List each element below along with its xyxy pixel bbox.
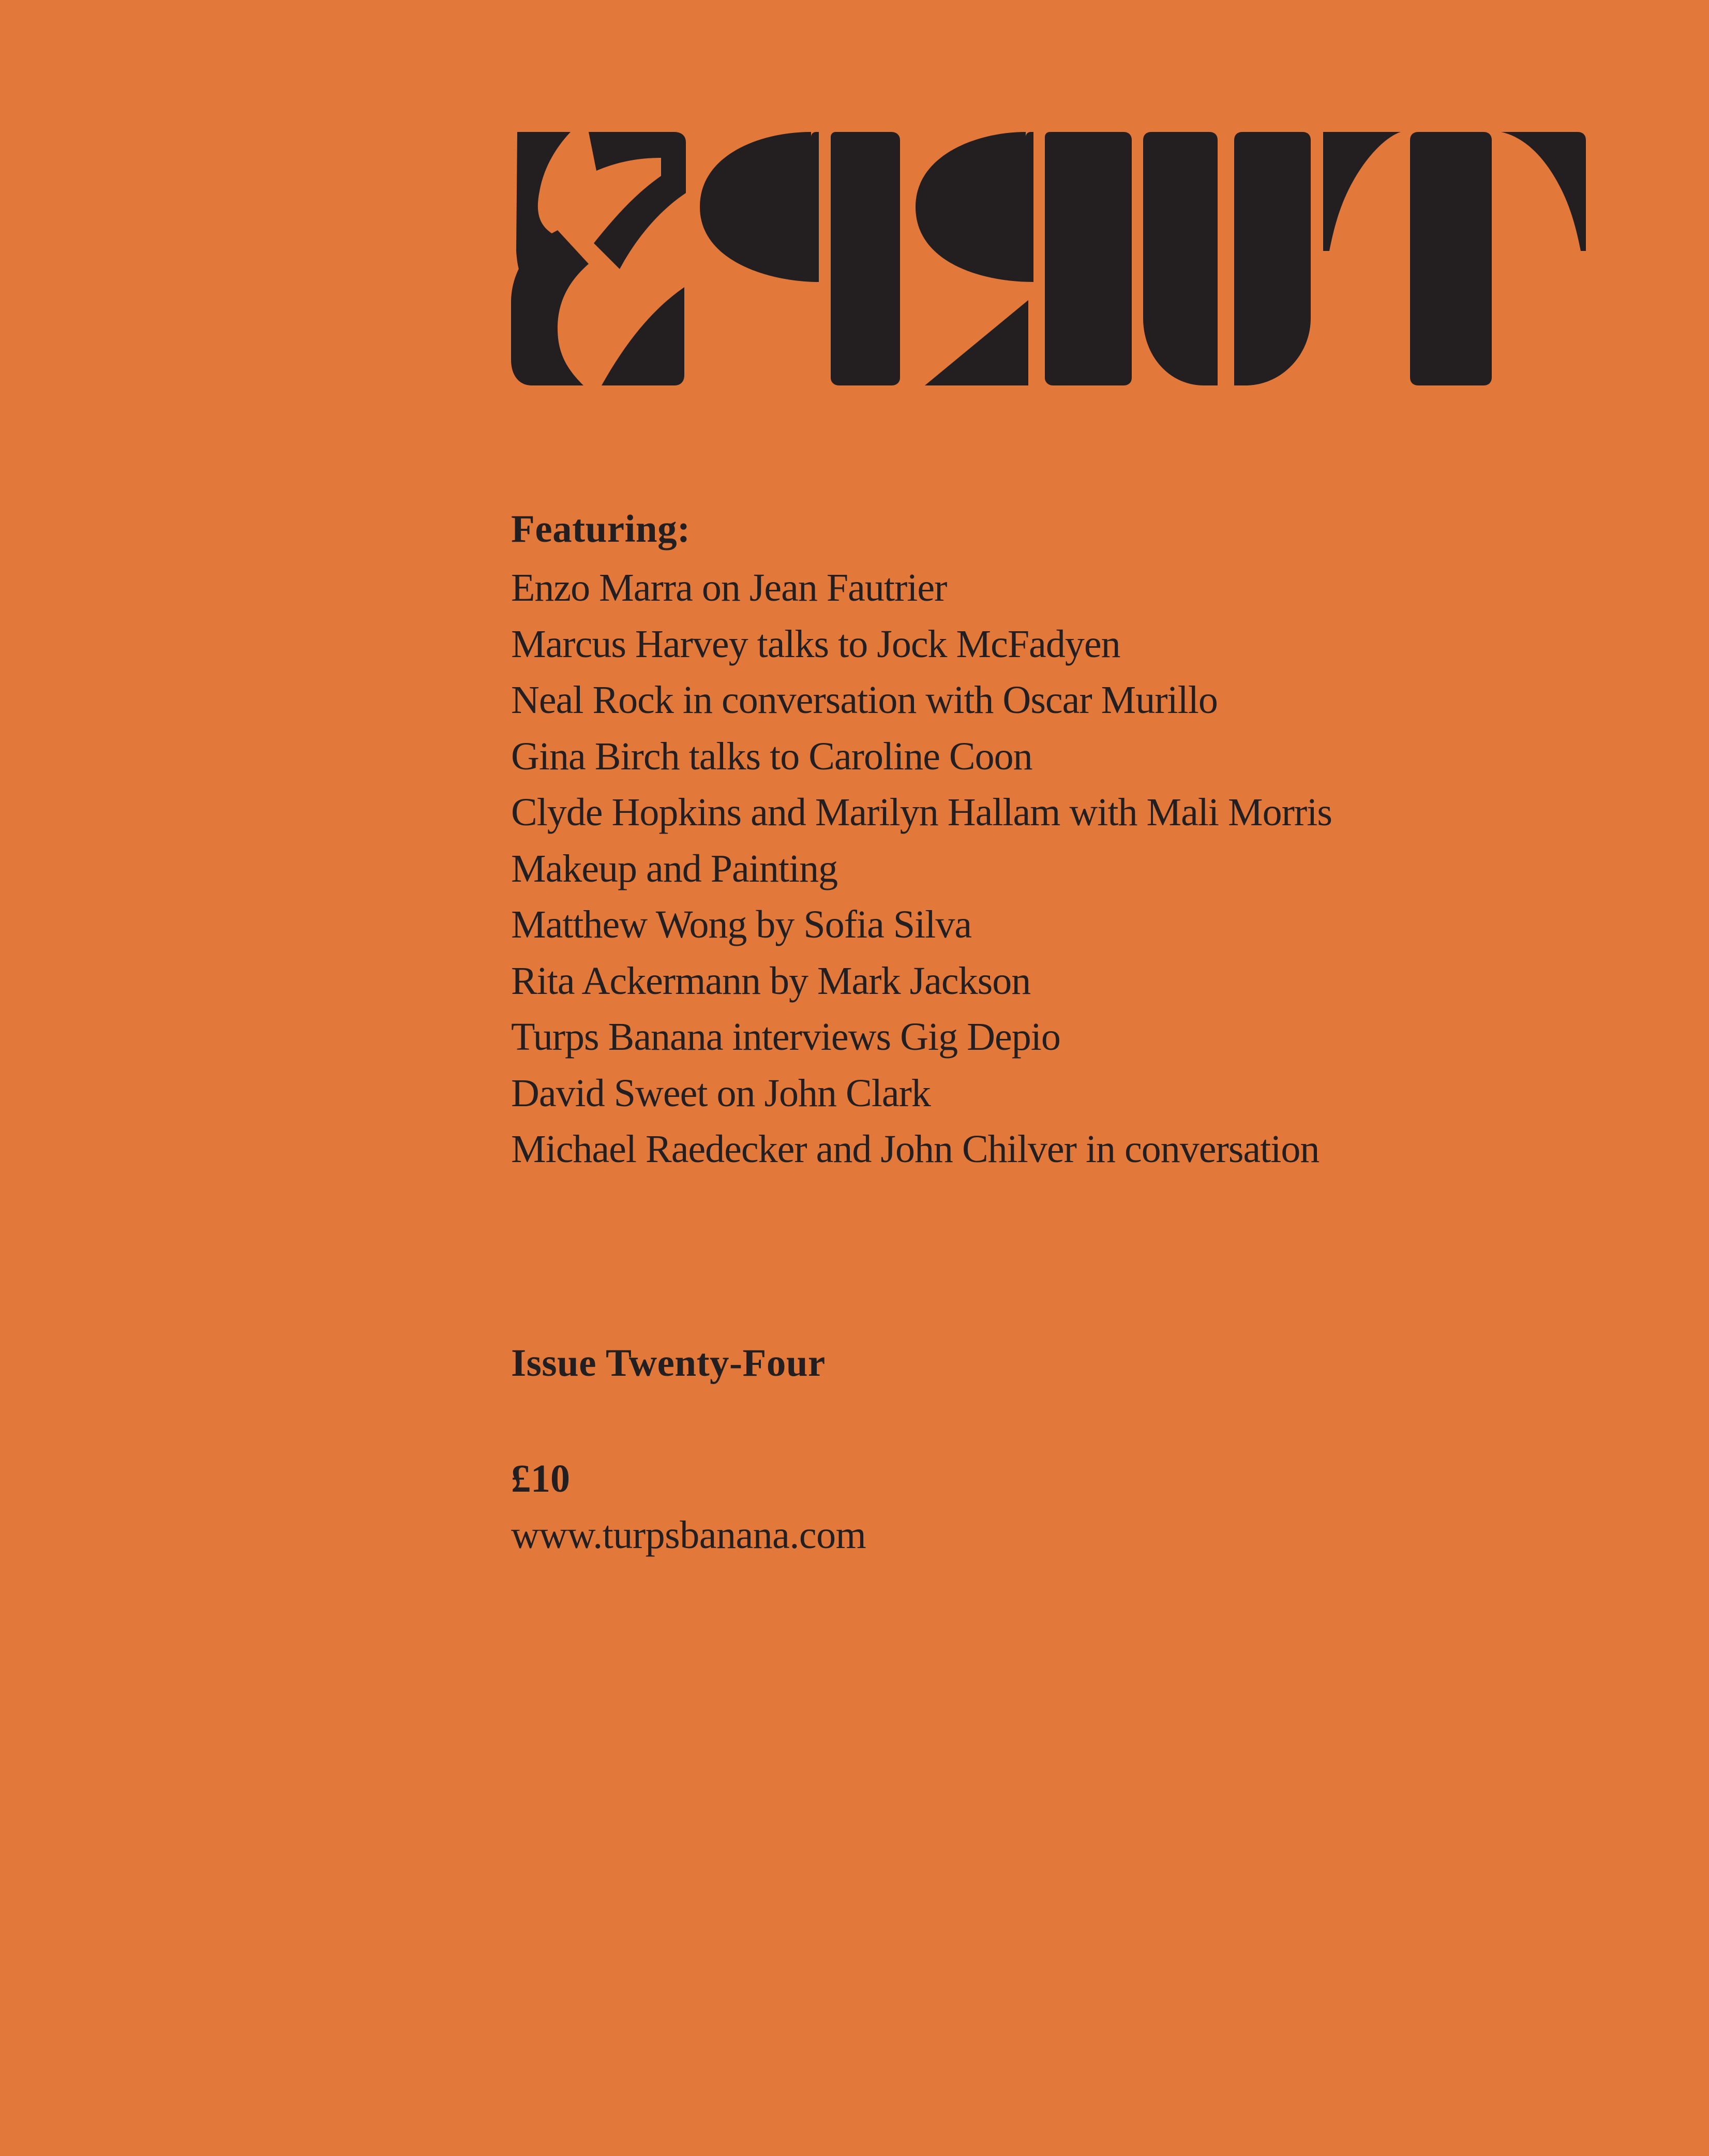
issue-title: Issue Twenty-Four — [511, 1342, 826, 1385]
turps-logo — [511, 132, 1587, 385]
logo-glyph-1 — [511, 132, 686, 385]
feature-item: Rita Ackermann by Mark Jackson — [511, 959, 1031, 1003]
logo-glyph-5 — [1323, 132, 1586, 385]
website-url[interactable]: www.turpsbanana.com — [511, 1513, 866, 1557]
feature-item: Enzo Marra on Jean Fautrier — [511, 566, 947, 609]
feature-item: Makeup and Painting — [511, 846, 838, 890]
feature-item: Michael Raedecker and John Chilver in conversation — [511, 1127, 1320, 1171]
feature-item: Matthew Wong by Sofia Silva — [511, 903, 972, 946]
featuring-heading: Featuring: — [511, 508, 691, 551]
logo-glyph-2 — [700, 132, 900, 385]
price: £10 — [511, 1457, 570, 1500]
feature-list — [511, 560, 1649, 1178]
logo-glyph-3 — [916, 132, 1132, 385]
feature-item: David Sweet on John Clark — [511, 1071, 931, 1115]
feature-item: Neal Rock in conversation with Oscar Murillo — [511, 678, 1218, 722]
feature-item: Gina Birch talks to Caroline Coon — [511, 734, 1032, 778]
feature-item: Clyde Hopkins and Marilyn Hallam with Mali Morris — [511, 791, 1332, 834]
feature-item: Marcus Harvey talks to Jock McFadyen — [511, 622, 1120, 666]
feature-item: Turps Banana interviews Gig Depio — [511, 1015, 1060, 1059]
logo-glyph-4 — [1143, 132, 1311, 385]
